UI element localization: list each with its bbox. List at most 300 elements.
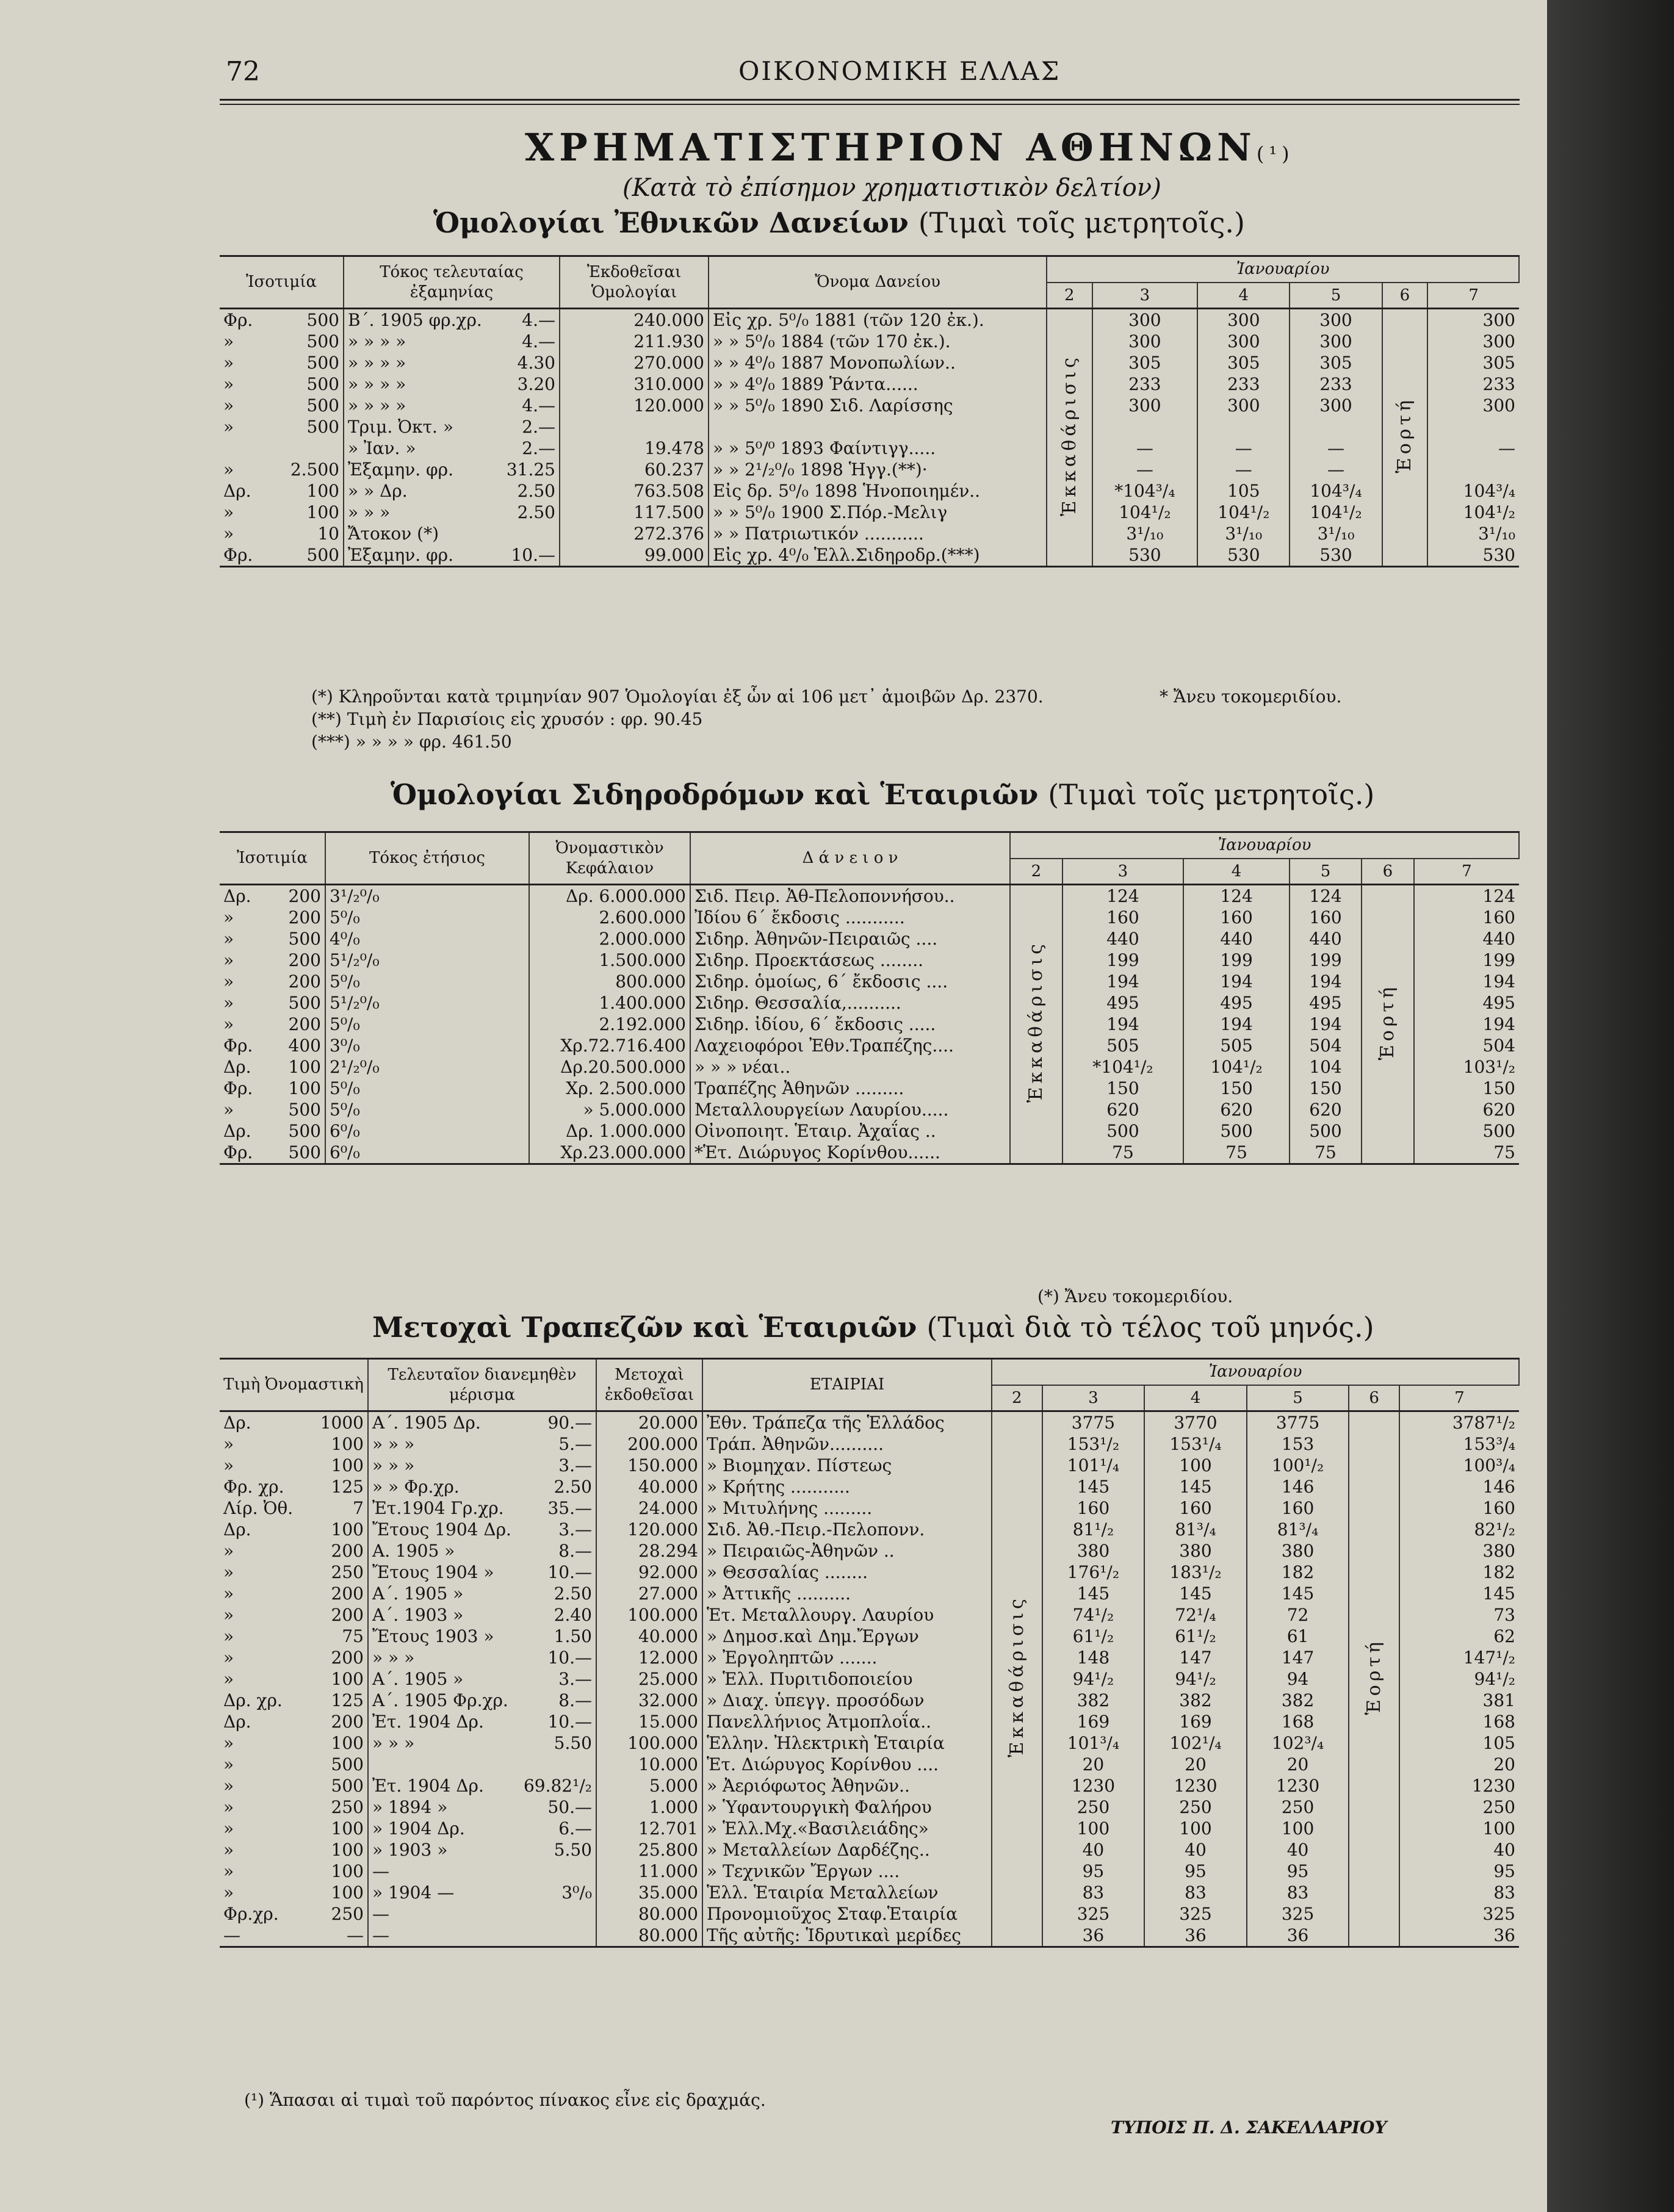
cell-text: » » » »	[348, 331, 406, 351]
currency: »	[223, 907, 234, 928]
price-d4: 440	[1183, 928, 1290, 949]
price-d4: 380	[1144, 1540, 1247, 1562]
cell-company: Ἑτ. Διώρυγος Κορίνθου ....	[702, 1754, 992, 1775]
cell-company: » Ἑλλ.Μχ.«Βασιλειάδης»	[702, 1818, 992, 1839]
cell-issued: 120.000	[560, 395, 709, 416]
cell-amount: 2.50	[517, 502, 555, 522]
month-header: Ἰανουαρίου	[1047, 256, 1519, 283]
price-d5: 102³/₄	[1247, 1732, 1349, 1754]
cell-amount: 4.—	[522, 331, 555, 351]
cell-par	[220, 1583, 368, 1604]
table-row	[220, 1668, 1519, 1690]
price-d7: 160	[1482, 1498, 1515, 1518]
section2-table	[220, 831, 1520, 1165]
cell-par	[220, 971, 325, 992]
cell-issued: 28.294	[596, 1540, 702, 1562]
price-d3: 300	[1092, 331, 1198, 352]
cell-loan: Σιδηρ. Προεκτάσεως ........	[690, 949, 1010, 971]
col-issued: Ἐκδοθεῖσαι Ὁμολογίαι	[560, 256, 709, 309]
cell-dividend	[368, 1754, 596, 1775]
price-d3: 250	[1042, 1796, 1145, 1818]
price-d4: 72¹/₄	[1144, 1604, 1247, 1626]
cell-issued: 40.000	[596, 1476, 702, 1497]
cell-issued: 11.000	[596, 1861, 702, 1882]
cell-par	[220, 523, 344, 544]
cell-loan: Σιδηρ. Ἀθηνῶν-Πειραιῶς ....	[690, 928, 1010, 949]
cell-amount: 8.—	[558, 1541, 592, 1561]
cell-company: Προνομιοῦχος Σταφ.Ἑταιρία	[702, 1903, 992, 1925]
price-d3: 160	[1062, 907, 1183, 928]
col-rate: Τόκος ἐτήσιος	[325, 832, 529, 885]
price-d3: 104¹/₂	[1092, 502, 1198, 523]
cell-text: 5⁰/₀	[330, 1014, 360, 1034]
table-row	[220, 928, 1519, 949]
cell-rate	[325, 907, 529, 928]
price-d5: 83	[1247, 1882, 1349, 1903]
par-value: 100	[331, 1669, 364, 1689]
cell-amount: 50.—	[547, 1797, 592, 1817]
cell-issued: 80.000	[596, 1925, 702, 1947]
cell-company: Ἑλλην. Ἠλεκτρικὴ Ἑταιρία	[702, 1732, 992, 1754]
cell-text: » » » »	[348, 395, 406, 416]
cell-capital: » 5.000.000	[529, 1099, 690, 1120]
currency: Δρ.	[223, 1519, 251, 1540]
price-d5: 104³/₄	[1290, 480, 1382, 502]
currency: »	[223, 1797, 234, 1817]
par-value: 100	[288, 1078, 321, 1098]
par-value: 7	[353, 1498, 364, 1518]
par-value: 500	[306, 417, 339, 437]
price-d4: 75	[1183, 1142, 1290, 1164]
price-d3: 75	[1062, 1142, 1183, 1164]
cell-par	[220, 1120, 325, 1142]
cell-loan: Εἰς χρ. 5⁰/₀ 1881 (τῶν 120 ἐκ.).	[709, 309, 1047, 331]
day-4: 4	[1144, 1385, 1247, 1411]
cell-amount: 35.—	[547, 1498, 592, 1518]
cell-dividend	[368, 1519, 596, 1540]
cell-amount: 5.50	[554, 1733, 592, 1753]
price-d5: 160	[1290, 907, 1362, 928]
price-d5: 233	[1290, 373, 1382, 395]
par-value: 2.500	[290, 459, 339, 480]
cell-loan: Μεταλλουργείων Λαυρίου.....	[690, 1099, 1010, 1120]
price-d5: —	[1290, 459, 1382, 480]
cell-company: Ἑτ. Μεταλλουργ. Λαυρίου	[702, 1604, 992, 1626]
price-d5: 382	[1247, 1690, 1349, 1711]
cell-dividend	[368, 1455, 596, 1476]
day-5: 5	[1247, 1385, 1349, 1411]
price-d5: 300	[1290, 395, 1382, 416]
currency: Φρ.χρ.	[223, 1904, 279, 1924]
price-d5: 94	[1247, 1668, 1349, 1690]
price-d5: 182	[1247, 1562, 1349, 1583]
par-value: 500	[288, 1121, 321, 1141]
currency: »	[223, 1669, 234, 1689]
price-d4: —	[1197, 438, 1290, 459]
table-row	[220, 1411, 1519, 1434]
cell-dividend	[368, 1925, 596, 1947]
price-d3: 81¹/₂	[1042, 1519, 1145, 1540]
price-d3: 94¹/₂	[1042, 1668, 1145, 1690]
cell-loan: » » 5⁰/₀ 1900 Σ.Πόρ.-Μελιγ	[709, 502, 1047, 523]
page-subtitle: (Κατὰ τὸ ἐπίσημον χρηματιστικὸν δελτίον)	[622, 174, 1161, 202]
price-d3: 325	[1042, 1903, 1145, 1925]
price-d5: 325	[1247, 1903, 1349, 1925]
cell-amount: 4.—	[522, 310, 555, 330]
cell-text: Α΄. 1903 »	[372, 1605, 464, 1625]
cell-rate	[325, 885, 529, 907]
price-d7: 160	[1482, 907, 1515, 928]
day-2: 2	[992, 1385, 1042, 1411]
cell-par	[220, 1035, 325, 1056]
table-row	[220, 502, 1519, 523]
par-value: 250	[331, 1562, 364, 1582]
cell-amount: 10.—	[547, 1712, 592, 1732]
price-d5: 147	[1247, 1647, 1349, 1668]
cell-par	[220, 1476, 368, 1497]
cell-text: » 1894 »	[372, 1797, 448, 1817]
cell-dividend	[368, 1711, 596, 1732]
cell-amount: 4.30	[517, 353, 555, 373]
currency: Δρ.	[223, 1413, 251, 1433]
section1-note-4: (***) » » » » φρ. 461.50	[311, 732, 512, 752]
cell-rate	[325, 1142, 529, 1164]
cell-company: » Δημοσ.καὶ Δημ.Ἔργων	[702, 1626, 992, 1647]
cell-par	[220, 1818, 368, 1839]
price-d4: 95	[1144, 1861, 1247, 1882]
par-value: 200	[331, 1712, 364, 1732]
cell-amount: 5.—	[558, 1434, 592, 1454]
price-d7	[1427, 416, 1519, 438]
clearing-label: Ἐκκαθάρισις	[1058, 353, 1080, 517]
cell-dividend	[368, 1732, 596, 1754]
price-d3: 500	[1062, 1120, 1183, 1142]
cell-loan	[709, 416, 1047, 438]
cell-text: » 1904 Δρ.	[372, 1818, 465, 1839]
price-d3: 101¹/₄	[1042, 1455, 1145, 1476]
cell-issued: 19.478	[560, 438, 709, 459]
cell-issued: 27.000	[596, 1583, 702, 1604]
table-row	[220, 1690, 1519, 1711]
currency: »	[223, 1434, 234, 1454]
price-d7: 199	[1482, 950, 1515, 970]
cell-dividend	[368, 1476, 596, 1497]
currency: »	[223, 502, 234, 522]
price-d3: 169	[1042, 1711, 1145, 1732]
currency: Φρ.	[223, 1142, 253, 1162]
price-d3: 145	[1042, 1476, 1145, 1497]
cell-text: Ἔτους 1904 »	[372, 1562, 494, 1582]
price-d7: 233	[1482, 374, 1515, 394]
par-value: 500	[306, 545, 339, 565]
cell-issued: 10.000	[596, 1754, 702, 1775]
price-d3	[1092, 416, 1198, 438]
currency: »	[223, 1818, 234, 1839]
day6-cell	[1362, 885, 1414, 1164]
par-value: 500	[306, 310, 339, 330]
cell-par	[220, 1775, 368, 1796]
price-d7: 380	[1482, 1541, 1515, 1561]
day-3: 3	[1092, 283, 1198, 309]
cell-company: » Τεχνικῶν Ἔργων ....	[702, 1861, 992, 1882]
cell-text: Α. 1905 »	[372, 1541, 455, 1561]
cell-company: » Θεσσαλίας ........	[702, 1562, 992, 1583]
cell-issued: 120.000	[596, 1519, 702, 1540]
cell-text: » » Φρ.χρ.	[372, 1477, 460, 1497]
cell-loan: Εἰς χρ. 4⁰/₀ Ἑλλ.Σιδηροδρ.(***)	[709, 544, 1047, 567]
price-d5: 300	[1290, 309, 1382, 331]
currency: »	[223, 1840, 234, 1860]
price-d7: 145	[1482, 1583, 1515, 1604]
currency: Δρ. χρ.	[223, 1690, 283, 1710]
cell-amount: 3⁰/₀	[561, 1882, 592, 1903]
price-d7: 300	[1482, 310, 1515, 330]
price-d7: 146	[1482, 1477, 1515, 1497]
par-value: 10	[317, 524, 339, 544]
price-d5: 194	[1290, 1014, 1362, 1035]
price-d4: 500	[1183, 1120, 1290, 1142]
table-row	[220, 1562, 1519, 1583]
day-5: 5	[1290, 283, 1382, 309]
price-d3: 74¹/₂	[1042, 1604, 1145, 1626]
par-value: 75	[342, 1626, 364, 1646]
table-row	[220, 1519, 1519, 1540]
price-d5: 500	[1290, 1120, 1362, 1142]
day-4: 4	[1183, 859, 1290, 885]
cell-par	[220, 1540, 368, 1562]
cell-text: » 1903 »	[372, 1840, 448, 1860]
price-d3: 100	[1042, 1818, 1145, 1839]
table-row	[220, 1818, 1519, 1839]
cell-text: » » »	[372, 1648, 415, 1668]
price-d3: 199	[1062, 949, 1183, 971]
cell-par	[220, 373, 344, 395]
price-d3: 530	[1092, 544, 1198, 567]
section1-note-1: (*) Κληροῦνται κατὰ τριμηνίαν 907 Ὁμολογίαι ἐξ ὧν αἱ 106 μετ᾿ ἀμοιβῶν Δρ. 2370.	[311, 686, 1044, 707]
cell-dividend	[368, 1497, 596, 1519]
par-value: 1000	[320, 1413, 364, 1433]
par-value: 500	[288, 929, 321, 949]
price-d5: 199	[1290, 949, 1362, 971]
clearing-label: Ἐκκαθάρισις	[1006, 1595, 1028, 1758]
price-d7: 83	[1493, 1882, 1515, 1903]
price-d4: 1230	[1144, 1775, 1247, 1796]
price-d5: 440	[1290, 928, 1362, 949]
price-d3: —	[1092, 438, 1198, 459]
col-par: Ἰσοτιμία	[220, 256, 344, 309]
table-row	[220, 1903, 1519, 1925]
holiday-label: Ἑορτή	[1363, 1638, 1385, 1715]
price-d3: 150	[1062, 1078, 1183, 1099]
cell-text: 2¹/₂⁰/₀	[330, 1057, 380, 1077]
day-5: 5	[1290, 859, 1362, 885]
cell-par	[220, 1903, 368, 1925]
price-d4: 300	[1197, 331, 1290, 352]
price-d7: 94¹/₂	[1474, 1669, 1515, 1689]
price-d5: 72	[1247, 1604, 1349, 1626]
cell-issued: 12.701	[596, 1818, 702, 1839]
price-d7: 300	[1482, 331, 1515, 351]
currency: »	[223, 1455, 234, 1475]
price-d5: 104¹/₂	[1290, 502, 1382, 523]
cell-amount: 5.50	[554, 1840, 592, 1860]
day-6: 6	[1349, 1385, 1399, 1411]
cell-capital: 2.192.000	[529, 1014, 690, 1035]
cell-text: Ἐτ.1904 Γρ.χρ.	[372, 1498, 504, 1518]
cell-coupon	[344, 438, 560, 459]
cell-par	[220, 1754, 368, 1775]
table-row	[220, 309, 1519, 331]
section3-heading: Μετοχαὶ Τραπεζῶν καὶ Ἑταιριῶν (Τιμαὶ διὰ τὸ τέλος τοῦ μηνός.)	[372, 1311, 1374, 1344]
par-value: 250	[331, 1797, 364, 1817]
cell-par	[220, 1647, 368, 1668]
cell-text: » Ἰαν. »	[348, 438, 416, 458]
price-d4: 194	[1183, 1014, 1290, 1035]
price-d7	[1427, 459, 1519, 480]
cell-text: Ἔτους 1903 »	[372, 1626, 494, 1646]
price-d5: —	[1290, 438, 1382, 459]
cell-par	[220, 992, 325, 1014]
price-d4: 3770	[1144, 1411, 1247, 1434]
currency: Δρ.	[223, 481, 251, 501]
cell-text: Ἐξαμην. φρ.	[348, 459, 453, 480]
price-d3: 145	[1042, 1583, 1145, 1604]
price-d4: 124	[1183, 885, 1290, 907]
table-row	[220, 1839, 1519, 1861]
price-d5: 1230	[1247, 1775, 1349, 1796]
table-row	[220, 949, 1519, 971]
cell-text: » » »	[372, 1434, 415, 1454]
cell-loan: *Ἑτ. Διώρυγος Κορίνθου......	[690, 1142, 1010, 1164]
currency: »	[223, 1754, 234, 1774]
cell-dividend	[368, 1604, 596, 1626]
day-7: 7	[1462, 862, 1472, 881]
cell-loan: » » 4⁰/₀ 1887 Μονοπωλίων..	[709, 352, 1047, 373]
cell-dividend	[368, 1411, 596, 1434]
table-row	[220, 1775, 1519, 1796]
price-d4: 36	[1144, 1925, 1247, 1947]
price-d3: 1230	[1042, 1775, 1145, 1796]
currency: »	[223, 929, 234, 949]
table-row	[220, 373, 1519, 395]
price-d4: 495	[1183, 992, 1290, 1014]
section1-table	[220, 255, 1520, 567]
price-d4: 169	[1144, 1711, 1247, 1732]
price-d5: 146	[1247, 1476, 1349, 1497]
price-d5: 153	[1247, 1433, 1349, 1455]
price-d4: 505	[1183, 1035, 1290, 1056]
cell-loan: Σιδηρ. Θεσσαλία,..........	[690, 992, 1010, 1014]
page-number: 72	[226, 56, 260, 87]
par-value: 500	[288, 1142, 321, 1162]
cell-dividend	[368, 1839, 596, 1861]
cell-dividend	[368, 1668, 596, 1690]
cell-par	[220, 544, 344, 567]
price-d7: 82¹/₂	[1474, 1519, 1515, 1540]
cell-par	[220, 1839, 368, 1861]
cell-coupon	[344, 502, 560, 523]
cell-coupon	[344, 523, 560, 544]
header-rule	[220, 99, 1520, 101]
cell-loan: Οἰνοποιητ. Ἑταιρ. Ἀχαΐας ..	[690, 1120, 1010, 1142]
cell-loan: Τραπέζης Ἀθηνῶν .........	[690, 1078, 1010, 1099]
cell-dividend	[368, 1690, 596, 1711]
par-value: 500	[288, 1100, 321, 1120]
par-value: 100	[288, 1057, 321, 1077]
cell-company: Ἐθν. Τράπεζα τῆς Ἑλλάδος	[702, 1411, 992, 1434]
price-d5: 168	[1247, 1711, 1349, 1732]
currency: »	[223, 1626, 234, 1646]
price-d3: 36	[1042, 1925, 1145, 1947]
price-d5: 3775	[1247, 1411, 1349, 1434]
par-value: 500	[306, 395, 339, 416]
cell-issued: 92.000	[596, 1562, 702, 1583]
table-row	[220, 1604, 1519, 1626]
price-d3: *104¹/₂	[1062, 1056, 1183, 1078]
table-row	[220, 480, 1519, 502]
day-3: 3	[1062, 859, 1183, 885]
currency: »	[223, 374, 234, 394]
day-4: 4	[1197, 283, 1290, 309]
cell-text: Ἐξαμην. φρ.	[348, 545, 453, 565]
price-d7: 95	[1493, 1861, 1515, 1881]
cell-issued: 35.000	[596, 1882, 702, 1903]
cell-text: 6⁰/₀	[330, 1121, 360, 1141]
table-row	[220, 1861, 1519, 1882]
table-row	[220, 544, 1519, 567]
currency: »	[223, 1100, 234, 1120]
book-gutter	[1547, 0, 1674, 2212]
currency: »	[223, 1882, 234, 1903]
price-d5: 380	[1247, 1540, 1349, 1562]
day-3: 3	[1042, 1385, 1145, 1411]
page-title: ΧΡΗΜΑΤΙΣΤΗΡΙΟΝ ΑΘΗΝΩΝ(¹)	[525, 125, 1294, 170]
currency: Λίρ. Ὀθ.	[223, 1498, 294, 1518]
month-header: Ἰανουαρίου	[992, 1359, 1519, 1385]
cell-text: 5⁰/₀	[330, 1078, 360, 1098]
table-row	[220, 1120, 1519, 1142]
currency: »	[223, 524, 234, 544]
day6-cell	[1349, 1411, 1399, 1947]
price-d3: 495	[1062, 992, 1183, 1014]
price-d5: 504	[1290, 1035, 1362, 1056]
cell-text: 5⁰/₀	[330, 1100, 360, 1120]
cell-issued: 270.000	[560, 352, 709, 373]
price-d7: 440	[1482, 929, 1515, 949]
col-par: Τιμὴ Ὀνομαστικὴ	[220, 1359, 368, 1411]
cell-loan: Σιδηρ. ὁμοίως, 6΄ ἔκδοσις ....	[690, 971, 1010, 992]
cell-par	[220, 1014, 325, 1035]
cell-text: » 1904 —	[372, 1882, 455, 1903]
price-d7: 182	[1482, 1562, 1515, 1582]
currency: »	[223, 1733, 234, 1753]
par-value: 200	[331, 1541, 364, 1561]
section1-note-2: * Ἄνευ τοκομεριδίου.	[1160, 686, 1342, 707]
cell-par	[220, 907, 325, 928]
col-issued: Μετοχαὶ ἐκδοθεῖσαι	[596, 1359, 702, 1411]
table-row	[220, 1882, 1519, 1903]
cell-par	[220, 1056, 325, 1078]
cell-dividend	[368, 1775, 596, 1796]
table-row	[220, 907, 1519, 928]
cell-loan: Σιδ. Πειρ. Ἀθ-Πελοποννήσου..	[690, 885, 1010, 907]
table-row	[220, 395, 1519, 416]
cell-company: » Πειραιῶς-Ἀθηνῶν ..	[702, 1540, 992, 1562]
cell-capital: Δρ.20.500.000	[529, 1056, 690, 1078]
cell-par	[220, 395, 344, 416]
cell-par	[220, 1626, 368, 1647]
price-d7: 495	[1482, 993, 1515, 1013]
